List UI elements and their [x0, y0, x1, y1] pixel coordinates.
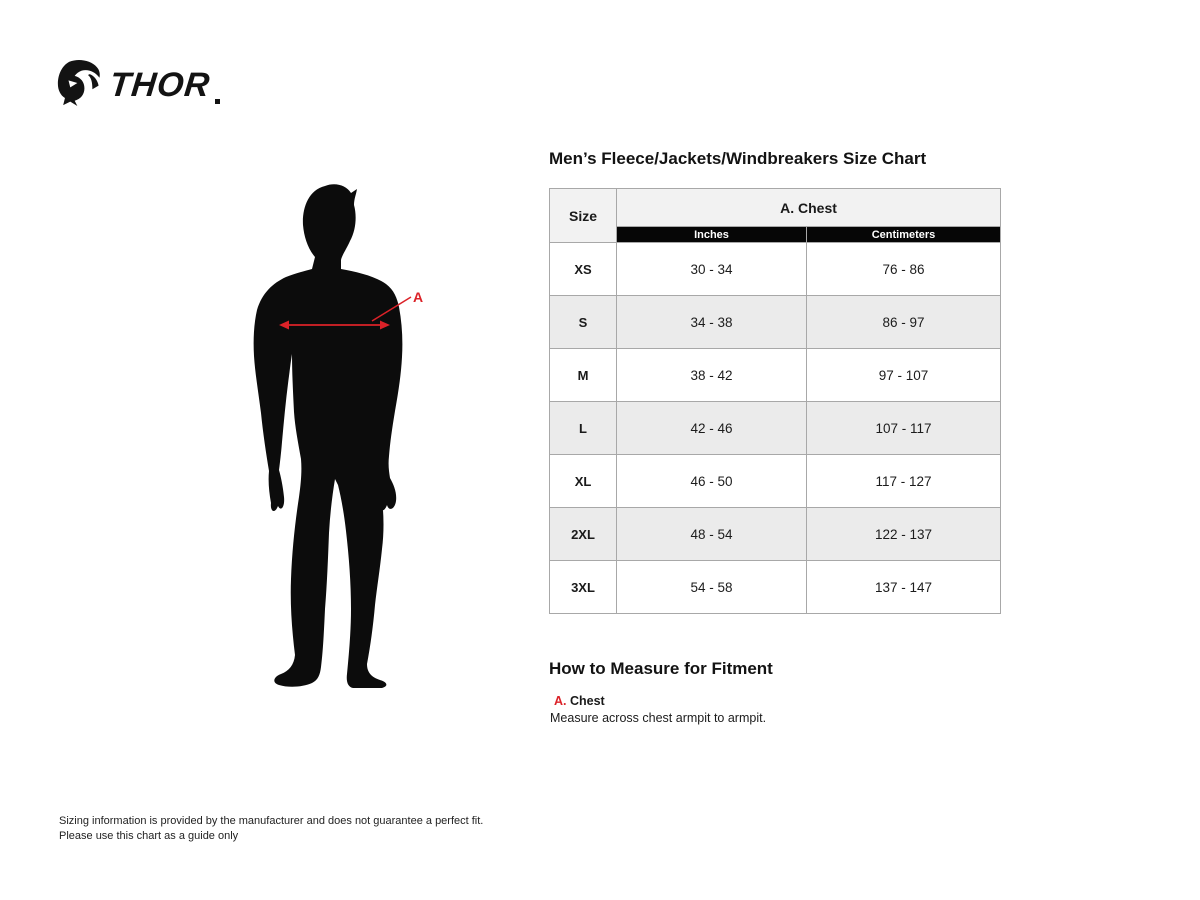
measure-guide-heading: How to Measure for Fitment: [549, 659, 773, 678]
measure-item-label: Chest: [569, 694, 605, 708]
inches-cell: 38 - 42: [617, 349, 807, 402]
chest-group-header: A. Chest: [617, 189, 1001, 227]
disclaimer-line-2: Please use this chart as a guide only: [59, 830, 239, 842]
measure-item-description: Measure across chest armpit to armpit.: [550, 711, 767, 725]
inches-cell: 54 - 58: [617, 561, 807, 614]
size-cell: 3XL: [550, 561, 617, 614]
inches-cell: 48 - 54: [617, 508, 807, 561]
thor-logo: [57, 58, 220, 108]
centimeters-cell: 107 - 117: [807, 402, 1001, 455]
inches-cell: 34 - 38: [617, 296, 807, 349]
size-row-s: [550, 296, 1001, 349]
size-chart-title: Men’s Fleece/Jackets/Windbreakers Size Chart: [549, 149, 927, 168]
centimeters-cell: 86 - 97: [807, 296, 1001, 349]
size-row-xs: [550, 243, 1001, 296]
size-cell: XS: [550, 243, 617, 296]
size-row-m: [550, 349, 1001, 402]
size-row-l: [550, 402, 1001, 455]
measure-item-chest: [554, 694, 605, 708]
inches-unit-header: Inches: [617, 227, 807, 243]
centimeters-cell: 122 - 137: [807, 508, 1001, 561]
size-cell: S: [550, 296, 617, 349]
size-row-3xl: [550, 561, 1001, 614]
size-cell: XL: [550, 455, 617, 508]
measure-item-letter: A.: [554, 694, 567, 708]
size-row-xl: [550, 455, 1001, 508]
centimeters-cell: 137 - 147: [807, 561, 1001, 614]
centimeters-unit-header: Centimeters: [807, 227, 1001, 243]
chest-annotation-label: A: [413, 289, 424, 305]
size-row-2xl: [550, 508, 1001, 561]
thor-logo-text: THOR: [107, 66, 213, 104]
male-silhouette: [254, 184, 403, 688]
centimeters-cell: 117 - 127: [807, 455, 1001, 508]
size-cell: L: [550, 402, 617, 455]
size-cell: 2XL: [550, 508, 617, 561]
inches-cell: 46 - 50: [617, 455, 807, 508]
size-column-header: Size: [550, 189, 617, 243]
size-chart-table: [549, 188, 1001, 614]
inches-cell: 42 - 46: [617, 402, 807, 455]
thor-goat-icon: [57, 58, 103, 108]
sizing-disclaimer: [59, 814, 483, 844]
centimeters-cell: 76 - 86: [807, 243, 1001, 296]
centimeters-cell: 97 - 107: [807, 349, 1001, 402]
inches-cell: 30 - 34: [617, 243, 807, 296]
size-cell: M: [550, 349, 617, 402]
disclaimer-line-1: Sizing information is provided by the manufacturer and does not guarantee a perfect fit.: [59, 815, 484, 827]
thor-logo-trademark-dot: [215, 99, 220, 104]
body-silhouette-figure: [240, 180, 460, 710]
